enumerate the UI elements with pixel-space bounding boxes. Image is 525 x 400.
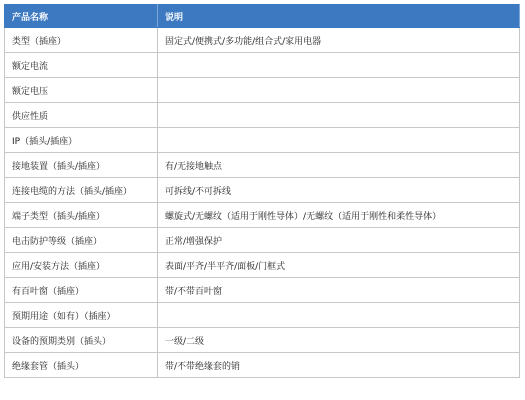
table-row xyxy=(5,228,520,253)
row-product-name: 接地装置（插头/插座） xyxy=(5,153,158,178)
table-row xyxy=(5,178,520,203)
table-row xyxy=(5,253,520,278)
row-product-name: 应用/安装方法（插座） xyxy=(5,253,158,278)
row-product-name: 端子类型（插头/插座） xyxy=(5,203,158,228)
table-row xyxy=(5,53,520,78)
row-description: 表面/平齐/半平齐/面板/门框式 xyxy=(158,253,520,278)
row-product-name: IP（插头/插座） xyxy=(5,128,158,153)
row-product-name: 连接电缆的方法（插头/插座） xyxy=(5,178,158,203)
row-product-name: 有百叶窗（插座） xyxy=(5,278,158,303)
row-product-name: 电击防护等级（插座） xyxy=(5,228,158,253)
header-product-name: 产品名称 xyxy=(5,5,158,28)
table-row xyxy=(5,103,520,128)
row-description xyxy=(158,53,520,78)
row-product-name: 设备的预期类别（插头） xyxy=(5,328,158,353)
row-description: 带/不带百叶窗 xyxy=(158,278,520,303)
table-row xyxy=(5,78,520,103)
row-description: 正常/增强保护 xyxy=(158,228,520,253)
row-product-name: 绝缘套管（插头） xyxy=(5,353,158,378)
row-product-name: 额定电流 xyxy=(5,53,158,78)
row-description: 可拆线/不可拆线 xyxy=(158,178,520,203)
row-product-name: 供应性质 xyxy=(5,103,158,128)
table-row xyxy=(5,328,520,353)
row-description: 固定式/便携式/多功能/组合式/家用电器 xyxy=(158,28,520,53)
row-description xyxy=(158,303,520,328)
table-row xyxy=(5,203,520,228)
table-row xyxy=(5,278,520,303)
table-body xyxy=(5,28,520,378)
table-row xyxy=(5,303,520,328)
row-product-name: 预期用途（如有）（插座） xyxy=(5,303,158,328)
table-row xyxy=(5,28,520,53)
spec-table xyxy=(4,4,520,378)
row-description xyxy=(158,128,520,153)
row-product-name: 类型（插座） xyxy=(5,28,158,53)
row-description xyxy=(158,78,520,103)
row-product-name: 额定电压 xyxy=(5,78,158,103)
header-description: 说明 xyxy=(158,5,520,28)
table-row xyxy=(5,153,520,178)
table-row xyxy=(5,353,520,378)
table-header-row xyxy=(5,5,520,28)
table-row xyxy=(5,128,520,153)
row-description: 一级/二级 xyxy=(158,328,520,353)
row-description: 螺旋式/无螺纹（适用于刚性导体）/无螺纹（适用于刚性和柔性导体） xyxy=(158,203,520,228)
row-description xyxy=(158,103,520,128)
row-description: 有/无接地触点 xyxy=(158,153,520,178)
row-description: 带/不带绝缘套的销 xyxy=(158,353,520,378)
